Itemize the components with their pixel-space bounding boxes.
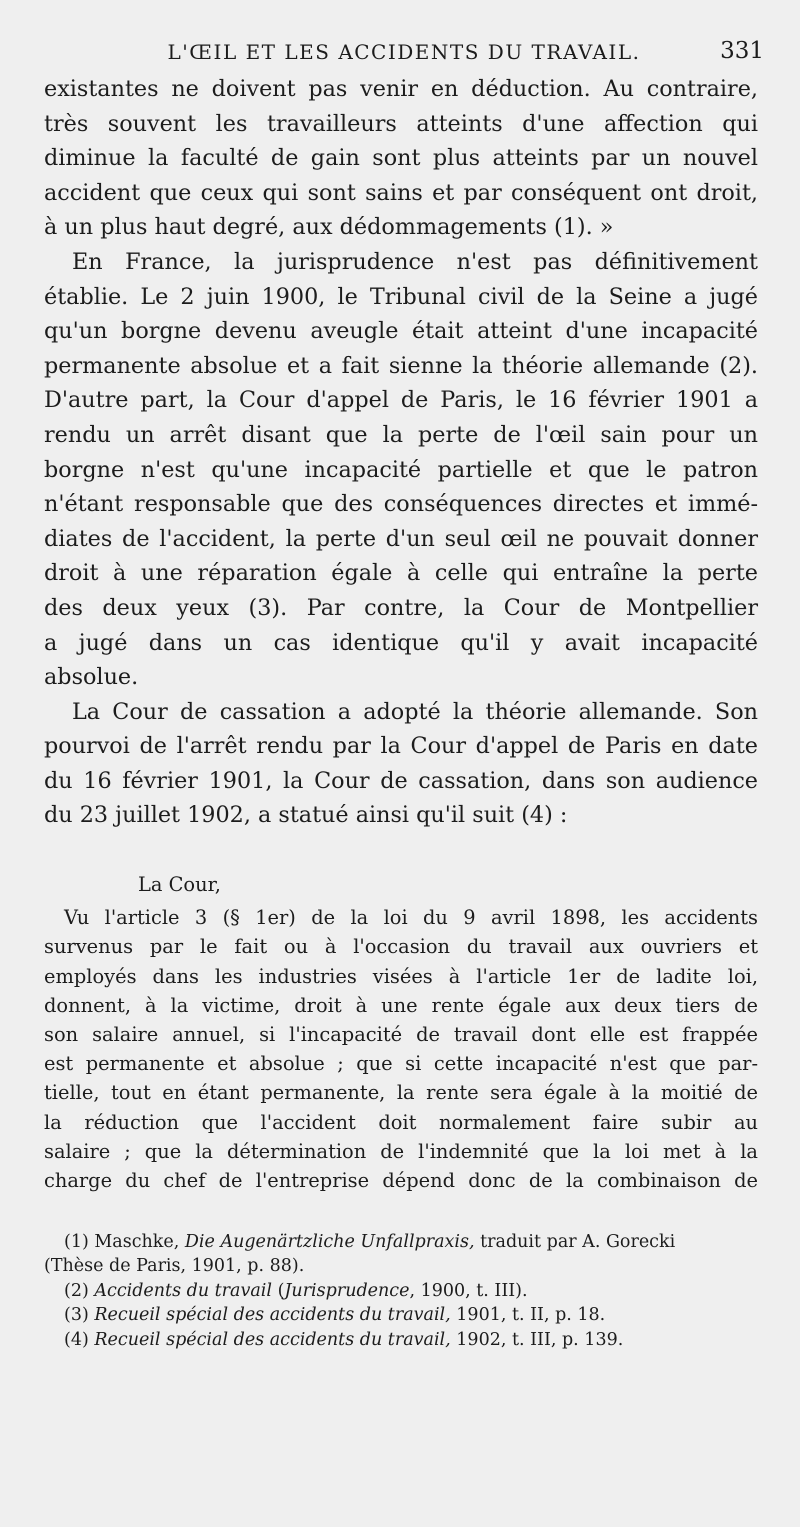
running-title: L'ŒIL ET LES ACCIDENTS DU TRAVAIL. [167,40,641,64]
body-line: du 16 février 1901, la Cour de cassation, dans son audience [44,767,758,794]
footnote-translator: traduit par A. Gorecki [480,1232,676,1252]
body-line: En France, la jurisprudence n'est pas définitivement [72,248,758,275]
citation-line: charge du chef de l'entreprise dépend donc de la combinaison de [44,1169,758,1193]
body-line: droit à une réparation égale à celle qui entraîne la perte [44,560,758,587]
body-line: absolue. [44,664,139,691]
body-text [44,72,758,833]
footnote-number: (3) [64,1305,89,1326]
footnote-book-title: Die Augenärtzliche Unfallpraxis, [184,1232,475,1252]
footnote-ref: , 1900, t. III). [409,1280,528,1301]
body-line: La Cour de cassation a adopté la théorie allemande. Son [72,698,758,725]
body-line: du 23 juillet 1902, a statué ainsi qu'il suit (4) : [44,802,568,829]
citation-line: est permanente et absolue ; que si cette incapacité n'est que par- [44,1052,758,1076]
body-line: D'autre part, la Cour d'appel de Paris, le 16 février 1901 a [44,387,758,414]
footnotes [44,1230,758,1352]
footnote-source: Recueil spécial des accidents du travail, [94,1305,451,1326]
citation-heading: La Cour, [138,873,221,896]
body-line: borgne n'est qu'une incapacité partielle et que le patron [44,456,758,483]
body-line: des deux yeux (3). Par contre, la Cour de Montpellier [44,594,758,621]
footnote-ref: 1901, t. II, p. 18. [456,1305,606,1326]
footnote-1 [44,1230,758,1254]
body-line: rendu un arrêt disant que la perte de l'œil sain pour un [44,421,758,448]
body-line: n'étant responsable que des conséquences directes et immé- [44,491,758,518]
body-line: établie. Le 2 juin 1900, le Tribunal civil de la Seine a jugé [44,283,758,310]
body-line: à un plus haut degré, aux dédommagements (1). » [44,214,614,241]
body-line: très souvent les travailleurs atteints d'une affection qui [44,110,758,137]
footnote-source: Accidents du travail [94,1280,272,1301]
footnote-number: (2) [64,1280,89,1301]
footnote-1-continuation: (Thèse de Paris, 1901, p. 88). [44,1256,305,1277]
citation-line: donnent, à la victime, droit à une rente égale aux deux tiers de [44,993,758,1017]
footnote-ref: 1902, t. III, p. 139. [456,1329,624,1350]
citation-line: la réduction que l'accident doit normalement faire subir au [44,1110,758,1134]
citation-line: salaire ; que la détermination de l'indemnité que la loi met à la [44,1139,758,1163]
page-number: 331 [720,38,764,64]
footnote-paren: ( [277,1280,285,1301]
page-header [44,36,764,68]
body-line: qu'un borgne devenu aveugle était atteint d'une incapacité [44,318,758,345]
court-citation [44,870,758,1195]
footnote-2 [44,1279,758,1303]
citation-line: Vu l'article 3 (§ 1er) de la loi du 9 avril 1898, les accidents [64,906,758,930]
footnote-author: Maschke, [94,1232,180,1252]
footnote-section: Jurisprudence [284,1280,410,1301]
body-line: a jugé dans un cas identique qu'il y avait incapacité [44,629,758,656]
citation-line: employés dans les industries visées à l'article 1er de ladite loi, [44,964,758,988]
body-line: permanente absolue et a fait sienne la théorie allemande (2). [44,352,758,379]
footnote-number: (4) [64,1329,89,1350]
body-line: diates de l'accident, la perte d'un seul œil ne pouvait donner [44,525,758,552]
body-line: accident que ceux qui sont sains et par conséquent ont droit, [44,179,758,206]
body-line: pourvoi de l'arrêt rendu par la Cour d'appel de Paris en date [44,733,758,760]
body-line: existantes ne doivent pas venir en déduction. Au contraire, [44,76,758,102]
citation-line: son salaire annuel, si l'incapacité de travail dont elle est frappée [44,1023,758,1047]
citation-line: survenus par le fait ou à l'occasion du travail aux ouvriers et [44,935,758,959]
footnote-4 [44,1328,758,1352]
body-line: diminue la faculté de gain sont plus atteints par un nouvel [44,145,758,172]
footnote-source: Recueil spécial des accidents du travail, [94,1329,451,1350]
citation-line: tielle, tout en étant permanente, la rente sera égale à la moitié de [44,1081,758,1105]
footnote-3 [44,1303,758,1327]
footnote-number: (1) [64,1232,89,1252]
